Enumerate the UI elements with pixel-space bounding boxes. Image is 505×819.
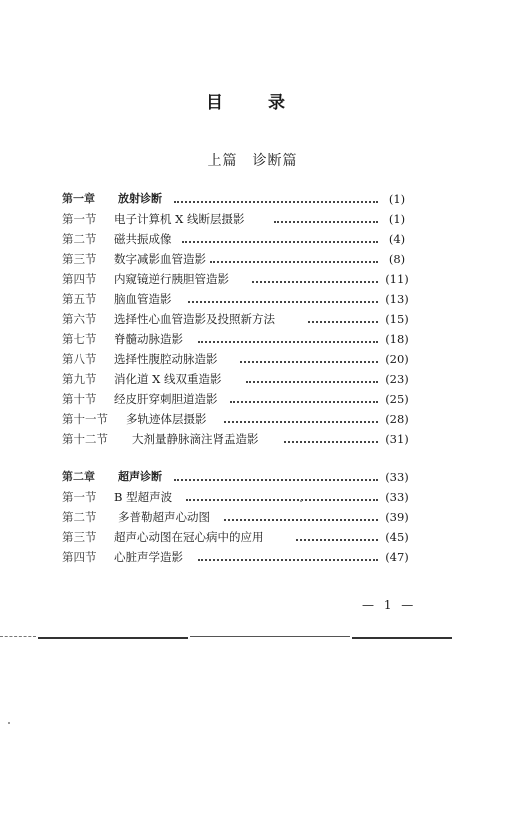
dot-leader bbox=[246, 381, 378, 383]
section-2-4-entry[interactable] bbox=[62, 548, 412, 566]
section-number: 第八节 bbox=[62, 352, 97, 366]
section-number: 第一节 bbox=[62, 490, 97, 504]
dot-leader bbox=[210, 261, 378, 263]
scan-edge-rule bbox=[38, 637, 188, 639]
dot-leader bbox=[230, 401, 378, 403]
section-page: (45) bbox=[385, 530, 409, 544]
section-2-1-entry[interactable] bbox=[62, 488, 412, 506]
section-title: 大剂量静脉滴注肾盂造影 bbox=[132, 432, 259, 446]
dot-leader bbox=[296, 539, 378, 541]
section-page: (18) bbox=[385, 332, 409, 346]
section-number: 第九节 bbox=[62, 372, 97, 386]
section-title: 电子计算机 X 线断层摄影 bbox=[114, 212, 245, 226]
scan-edge-rule bbox=[352, 637, 452, 639]
section-number: 第五节 bbox=[62, 292, 97, 306]
dot-leader bbox=[198, 341, 378, 343]
chapter-number: 第一章 bbox=[62, 192, 95, 205]
section-title: 超声心动图在冠心病中的应用 bbox=[114, 530, 264, 544]
section-1-11-entry[interactable] bbox=[62, 410, 412, 428]
section-1-4-entry[interactable] bbox=[62, 270, 412, 288]
dot-leader bbox=[274, 221, 378, 223]
section-2-3-entry[interactable] bbox=[62, 528, 412, 546]
scan-speck bbox=[8, 722, 10, 724]
section-1-6-entry[interactable] bbox=[62, 310, 412, 328]
section-page: (11) bbox=[385, 272, 409, 286]
chapter-page: (1) bbox=[388, 192, 406, 206]
section-page: (28) bbox=[385, 412, 409, 426]
section-page: (20) bbox=[385, 352, 409, 366]
section-number: 第二节 bbox=[62, 232, 97, 246]
section-number: 第七节 bbox=[62, 332, 97, 346]
page-title: 目 录 bbox=[206, 93, 299, 113]
section-title: B 型超声波 bbox=[114, 490, 173, 504]
section-title: 脊髓动脉造影 bbox=[114, 332, 183, 346]
section-title: 脑血管造影 bbox=[114, 292, 172, 306]
section-1-10-entry[interactable] bbox=[62, 390, 412, 408]
table-of-contents bbox=[62, 190, 412, 580]
chapter-title: 超声诊断 bbox=[118, 470, 162, 483]
section-title: 经皮肝穿刺胆道造影 bbox=[114, 392, 218, 406]
scan-speck bbox=[300, 500, 302, 502]
section-1-8-entry[interactable] bbox=[62, 350, 412, 368]
dot-leader bbox=[252, 281, 378, 283]
section-number: 第三节 bbox=[62, 252, 97, 266]
dot-leader bbox=[174, 201, 378, 203]
section-page: (33) bbox=[385, 490, 409, 504]
section-1-5-entry[interactable] bbox=[62, 290, 412, 308]
section-title: 磁共振成像 bbox=[114, 232, 172, 246]
section-title: 多轨迹体层摄影 bbox=[126, 412, 207, 426]
chapter-number: 第二章 bbox=[62, 470, 95, 483]
part-title: 上篇 诊断篇 bbox=[207, 153, 298, 169]
dot-leader bbox=[174, 479, 378, 481]
dot-leader bbox=[284, 441, 378, 443]
dot-leader bbox=[308, 321, 378, 323]
scan-edge-rule bbox=[0, 636, 36, 637]
section-number: 第四节 bbox=[62, 550, 97, 564]
dot-leader bbox=[186, 499, 378, 501]
dot-leader bbox=[188, 301, 378, 303]
section-page: (23) bbox=[385, 372, 409, 386]
section-1-3-entry[interactable] bbox=[62, 250, 412, 268]
section-number: 第六节 bbox=[62, 312, 97, 326]
section-1-7-entry[interactable] bbox=[62, 330, 412, 348]
section-number: 第四节 bbox=[62, 272, 97, 286]
section-title: 内窥镜逆行胰胆管造影 bbox=[114, 272, 229, 286]
section-number: 第三节 bbox=[62, 530, 97, 544]
dot-leader bbox=[182, 241, 378, 243]
section-title: 多普勒超声心动图 bbox=[118, 510, 210, 524]
section-number: 第十节 bbox=[62, 392, 97, 406]
section-1-9-entry[interactable] bbox=[62, 370, 412, 388]
section-1-2-entry[interactable] bbox=[62, 230, 412, 248]
page-number: — 1 — bbox=[362, 598, 417, 612]
chapter-1-entry[interactable] bbox=[62, 190, 412, 208]
section-number: 第一节 bbox=[62, 212, 97, 226]
section-title: 选择性腹腔动脉造影 bbox=[114, 352, 218, 366]
section-page: (39) bbox=[385, 510, 409, 524]
section-1-12-entry[interactable] bbox=[62, 430, 412, 448]
section-page: (13) bbox=[385, 292, 409, 306]
chapter-title: 放射诊断 bbox=[118, 192, 162, 205]
section-2-2-entry[interactable] bbox=[62, 508, 412, 526]
section-number: 第十一节 bbox=[62, 412, 108, 426]
section-title: 选择性心血管造影及投照新方法 bbox=[114, 312, 275, 326]
section-page: (47) bbox=[385, 550, 409, 564]
chapter-page: (33) bbox=[385, 470, 409, 484]
section-1-1-entry[interactable] bbox=[62, 210, 412, 228]
dot-leader bbox=[224, 421, 378, 423]
section-number: 第十二节 bbox=[62, 432, 108, 446]
section-page: (1) bbox=[388, 212, 406, 226]
section-page: (8) bbox=[388, 252, 406, 266]
dot-leader bbox=[224, 519, 378, 521]
section-page: (25) bbox=[385, 392, 409, 406]
section-title: 消化道 X 线双重造影 bbox=[114, 372, 222, 386]
section-page: (4) bbox=[388, 232, 406, 246]
section-title: 数字减影血管造影 bbox=[114, 252, 206, 266]
section-number: 第二节 bbox=[62, 510, 97, 524]
section-page: (15) bbox=[385, 312, 409, 326]
chapter-2-entry[interactable] bbox=[62, 468, 412, 486]
scan-edge-rule bbox=[190, 636, 350, 637]
section-title: 心脏声学造影 bbox=[114, 550, 183, 564]
dot-leader bbox=[198, 559, 378, 561]
section-page: (31) bbox=[385, 432, 409, 446]
dot-leader bbox=[240, 361, 378, 363]
